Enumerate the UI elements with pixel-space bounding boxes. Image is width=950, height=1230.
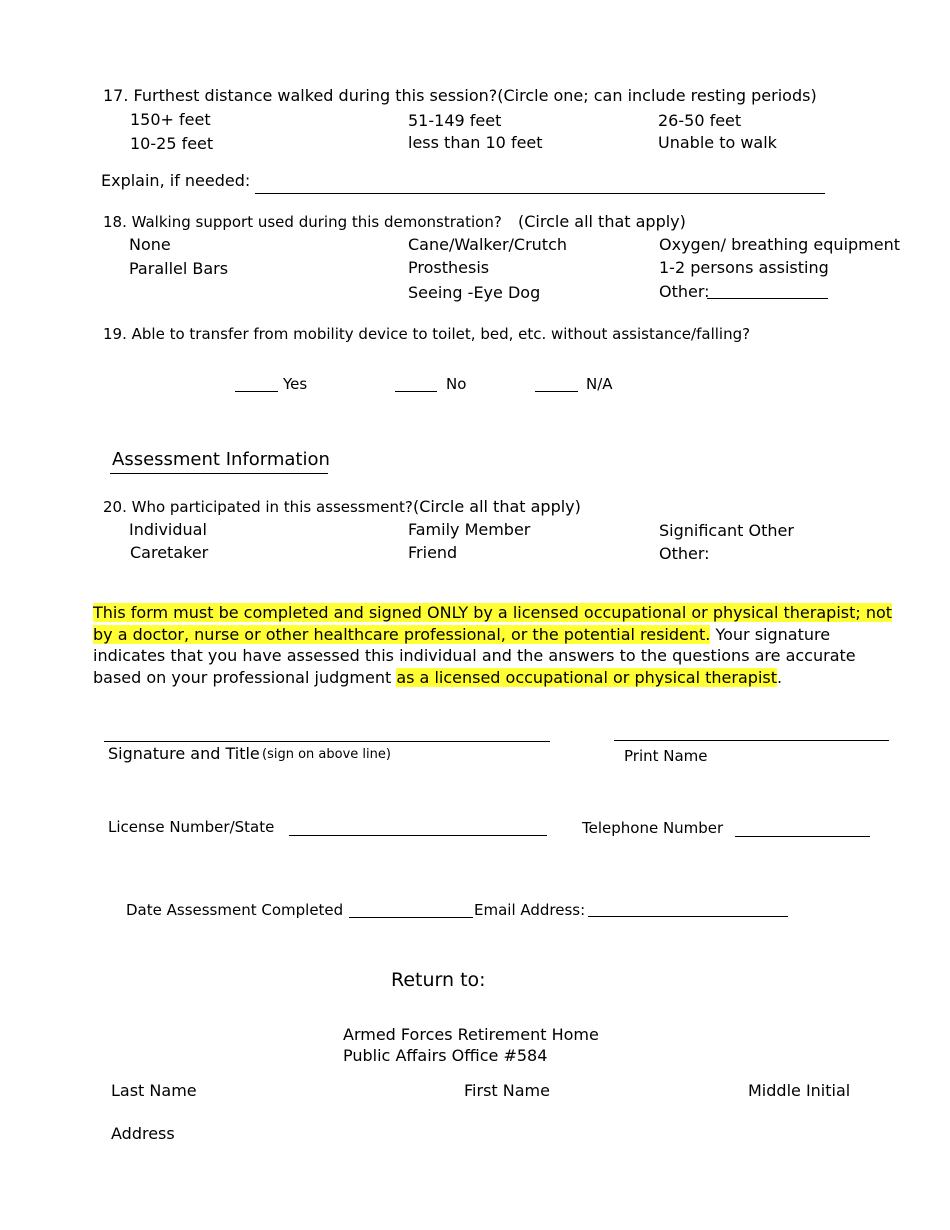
- q17-option[interactable]: Unable to walk: [658, 133, 777, 152]
- first-name-label: First Name: [464, 1081, 550, 1100]
- q18-option[interactable]: Cane/Walker/Crutch: [408, 235, 568, 254]
- signature-note: (sign on above line): [262, 747, 391, 762]
- q20-option[interactable]: Family Member: [408, 520, 531, 539]
- q19-yes-blank[interactable]: [235, 391, 278, 392]
- license-field[interactable]: [289, 835, 547, 836]
- q18-question: 18. Walking support used during this demonstration?: [103, 213, 502, 231]
- q17-option[interactable]: 26-50 feet: [658, 111, 742, 130]
- license-label: License Number/State: [108, 818, 275, 836]
- q20-option[interactable]: Significant Other: [659, 521, 794, 540]
- therapist-notice: [93, 602, 903, 688]
- explain-field[interactable]: [255, 193, 825, 194]
- return-address-line2: Public Affairs Office #584: [343, 1046, 548, 1065]
- notice-end: .: [777, 667, 783, 687]
- q18-instruction: (Circle all that apply): [518, 212, 686, 231]
- section-title: Assessment Information: [112, 449, 330, 470]
- signature-field[interactable]: [104, 741, 550, 742]
- return-heading: Return to:: [391, 969, 486, 991]
- q17-option[interactable]: less than 10 feet: [408, 133, 543, 152]
- notice-highlight-1: This form must be completed and signed ONLY by a licensed occupational or physical therapist; not by a doctor, nurse or other healthcare professional, or the potential resident.: [93, 603, 893, 644]
- q18-option[interactable]: Oxygen/ breathing equipment: [659, 235, 901, 254]
- return-address-line1: Armed Forces Retirement Home: [343, 1025, 599, 1044]
- q19-na-label: N/A: [586, 375, 613, 393]
- telephone-label: Telephone Number: [582, 819, 724, 837]
- q19-na-blank[interactable]: [535, 391, 578, 392]
- section-title-underline: [110, 473, 328, 474]
- email-label: Email Address:: [474, 901, 586, 919]
- q20-option[interactable]: Other:: [659, 544, 710, 563]
- q19-question: 19. Able to transfer from mobility device to toilet, bed, etc. without assistance/falling?: [103, 325, 751, 343]
- explain-label: Explain, if needed:: [101, 171, 251, 190]
- q17-option[interactable]: 10-25 feet: [130, 134, 214, 153]
- q17-option[interactable]: 150+ feet: [130, 110, 211, 129]
- q18-option[interactable]: 1-2 persons assisting: [659, 258, 829, 277]
- q20-option[interactable]: Friend: [408, 543, 458, 562]
- middle-initial-label: Middle Initial: [748, 1081, 851, 1100]
- print-name-field[interactable]: [614, 740, 889, 741]
- print-name-label: Print Name: [624, 747, 708, 765]
- q18-option-other[interactable]: Other:: [659, 282, 710, 301]
- notice-highlight-2: as a licensed occupational or physical therapist: [396, 667, 777, 687]
- q20-option[interactable]: Individual: [129, 520, 207, 539]
- q18-option[interactable]: Parallel Bars: [129, 259, 229, 278]
- q20-question: 20. Who participated in this assessment?: [103, 498, 413, 516]
- q19-no-blank[interactable]: [395, 391, 437, 392]
- q17-option[interactable]: 51-149 feet: [408, 111, 502, 130]
- q18-option[interactable]: Prosthesis: [408, 258, 490, 277]
- q20-instruction: (Circle all that apply): [413, 497, 581, 516]
- q19-yes-label: Yes: [283, 375, 308, 393]
- q20-option[interactable]: Caretaker: [130, 543, 209, 562]
- q18-option[interactable]: None: [129, 235, 171, 254]
- q18-option[interactable]: Seeing -Eye Dog: [408, 283, 541, 302]
- email-field[interactable]: [588, 916, 788, 917]
- last-name-label: Last Name: [111, 1081, 197, 1100]
- signature-label: Signature and Title: [108, 744, 260, 763]
- q18-other-field[interactable]: [707, 298, 828, 299]
- date-field[interactable]: [349, 917, 473, 918]
- q19-no-label: No: [446, 375, 467, 393]
- address-label: Address: [111, 1124, 175, 1143]
- date-label: Date Assessment Completed: [126, 901, 344, 919]
- q17-question: 17. Furthest distance walked during this session?(Circle one; can include resting periods): [103, 86, 817, 105]
- telephone-field[interactable]: [735, 836, 870, 837]
- notice-body: Your signature indicates that you have assessed this individual and the answers to the questions are accurate based on your professional judgment: [93, 624, 856, 687]
